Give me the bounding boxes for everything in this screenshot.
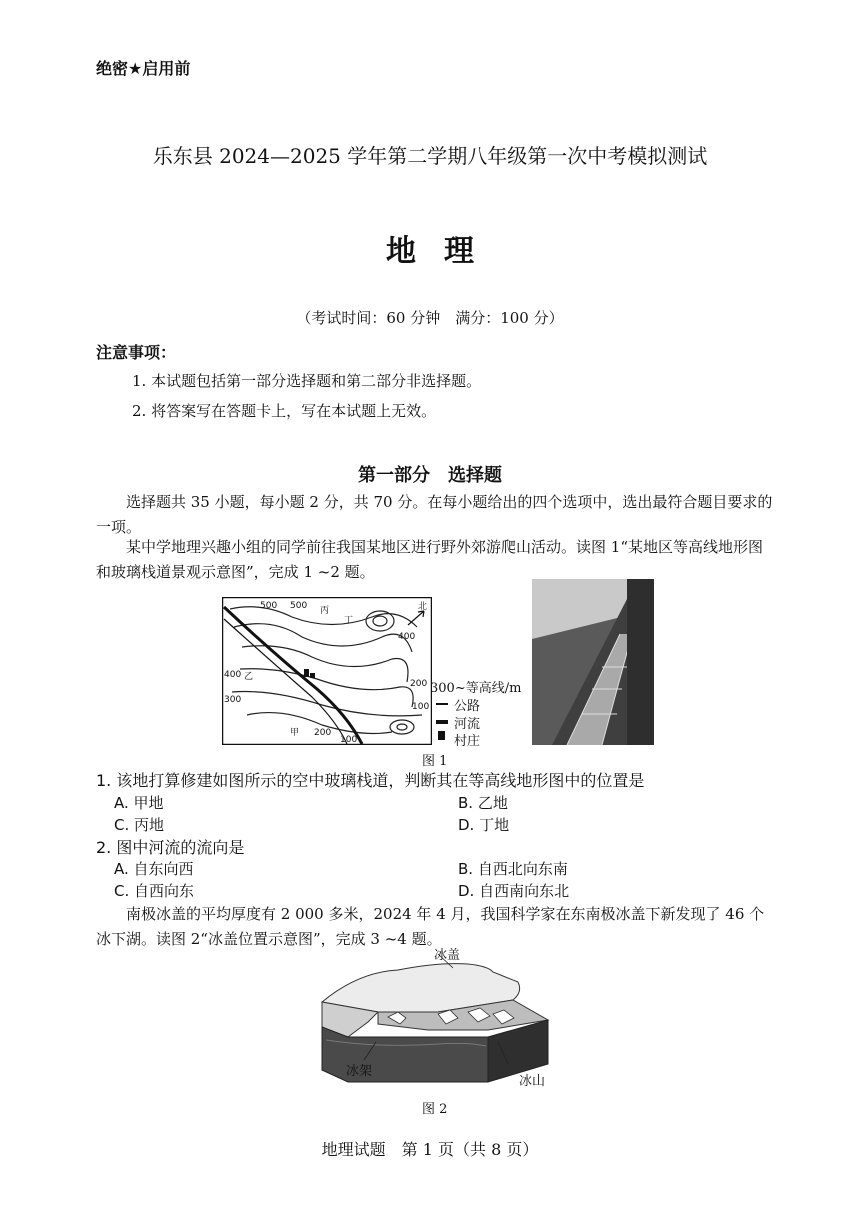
village-marker (310, 673, 315, 678)
confidential-label: 绝密★启用前 (96, 59, 191, 78)
place-label-bing: 丙 (320, 606, 330, 616)
river-legend-icon (436, 720, 448, 724)
question-1-option-d[interactable]: D. 丁地 (458, 816, 510, 834)
north-label: 北 (418, 602, 428, 612)
notice-item: 1. 本试题包括第一部分选择题和第二部分非选择题。 (132, 372, 482, 390)
contour-map (222, 597, 432, 745)
place-label-yi: 乙 (244, 672, 254, 682)
contour-label: 500 (290, 601, 308, 611)
question-2-stem: 2. 图中河流的流向是 (96, 838, 245, 857)
context-paragraph-2: 南极冰盖的平均厚度有 2 000 多米，2024 年 4 月，我国科学家在东南极冰盖下新发现了 46 个冰下湖。读图 2“冰盖位置示意图”，完成 3 ~4 题。 (96, 905, 765, 948)
legend-village: 村庄 (454, 734, 481, 749)
contour-label: 200 (314, 728, 332, 738)
exam-title: 乐东县 2024—2025 学年第二学期八年级第一次中考模拟测试 (152, 144, 708, 168)
exam-info: （考试时间：60 分钟 满分：100 分） (296, 309, 564, 327)
page-footer: 地理试题 第 1 页（共 8 页） (321, 1140, 539, 1159)
question-1-option-b[interactable]: B. 乙地 (458, 794, 508, 812)
notice-item: 2. 将答案写在答题卡上，写在本试题上无效。 (132, 402, 437, 420)
figure2-caption: 图 2 (422, 1102, 448, 1117)
legend-river: 河流 (454, 717, 481, 732)
contour-label: 300 (224, 695, 242, 705)
question-2-option-c[interactable]: C. 自西向东 (114, 882, 195, 900)
section-title: 第一部分 选择题 (358, 465, 502, 486)
place-label-ding: 丁 (344, 616, 354, 626)
question-1-option-c[interactable]: C. 丙地 (114, 816, 165, 834)
contour-label: 400 (224, 670, 242, 680)
glass-walkway-photo (532, 579, 654, 745)
subject-title: 地理 (386, 234, 502, 269)
village-marker (304, 669, 309, 677)
label-ice-sheet: 冰盖 (434, 948, 461, 963)
question-1-option-a[interactable]: A. 甲地 (114, 794, 164, 812)
question-2-option-b[interactable]: B. 自西北向东南 (458, 860, 568, 878)
road-legend-icon (436, 703, 448, 705)
question-2-option-a[interactable]: A. 自东向西 (114, 860, 194, 878)
label-ice-shelf: 冰架 (346, 1064, 373, 1079)
question-1-stem: 1. 该地打算修建如图所示的空中玻璃栈道，判断其在等高线地形图中的位置是 (96, 771, 645, 790)
notice-title: 注意事项： (96, 343, 177, 362)
label-iceberg: 冰山 (519, 1074, 546, 1089)
figure1-caption: 图 1 (422, 754, 448, 769)
legend-road: 公路 (454, 699, 481, 714)
contour-label: 500 (260, 601, 278, 611)
context-paragraph-1: 某中学地理兴趣小组的同学前往我国某地区进行野外郊游爬山活动。读图 1“某地区等高线地形图和玻璃栈道景观示意图”，完成 1 ~2 题。 (96, 538, 763, 581)
contour-label: 200 (410, 679, 428, 689)
legend-contour: 300~等高线/m (430, 681, 522, 696)
place-label-jia: 甲 (290, 728, 300, 738)
contour-label: 400 (398, 632, 416, 642)
section-intro: 选择题共 35 小题，每小题 2 分，共 70 分。在每小题给出的四个选项中，选出最符合题目要求的一项。 (96, 493, 773, 536)
question-2-option-d[interactable]: D. 自西南向东北 (458, 882, 570, 900)
village-legend-icon (438, 731, 445, 740)
contour-label: 100 (340, 735, 358, 745)
contour-label: 100 (412, 702, 430, 712)
